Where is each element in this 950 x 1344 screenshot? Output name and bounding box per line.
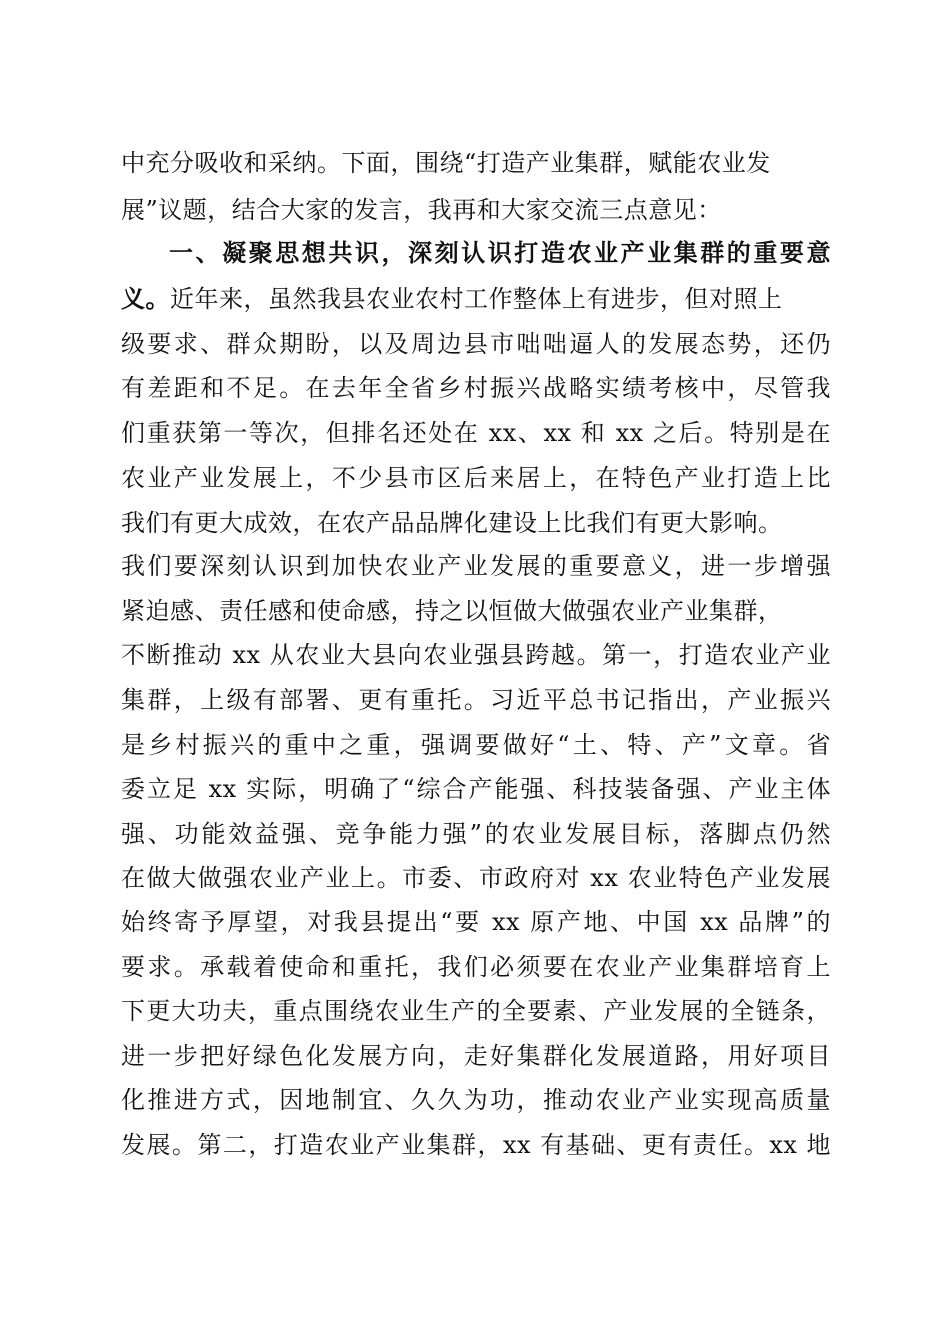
body-text-segment: 近年来，虽然我县农业农村工作整体上有进步，但对照上 — [170, 285, 783, 313]
body-text-line: 下更大功夫，重点围绕农业生产的全要素、产业发展的全链条， — [121, 997, 831, 1025]
body-text-line: 始终寄予厚望，对我县提出“要 xx 原产地、中国 xx 品牌”的 — [121, 908, 831, 936]
body-text-line: 展”议题，结合大家的发言，我再和大家交流三点意见： — [121, 196, 722, 224]
body-text-line: 要求。承载着使命和重托，我们必须要在农业产业集群培育上 — [121, 953, 831, 981]
body-text-line: 化推进方式，因地制宜、久久为功，推动农业产业实现高质量 — [121, 1086, 831, 1114]
body-text-line: 级要求、群众期盼，以及周边县市咄咄逼人的发展态势，还仍 — [121, 330, 831, 358]
body-text-line: 在做大做强农业产业上。市委、市政府对 xx 农业特色产业发展 — [121, 864, 831, 892]
section-heading-end: 义。 — [121, 284, 170, 313]
body-text-line: 强、功能效益强、竞争能力强”的农业发展目标，落脚点仍然 — [121, 820, 831, 848]
body-text-line: 是乡村振兴的重中之重，强调要做好“土、特、产”文章。省 — [121, 731, 831, 759]
body-text-line: 中充分吸收和采纳。下面，围绕“打造产业集群，赋能农业发 — [121, 149, 771, 177]
body-text-line: 们重获第一等次，但排名还处在 xx、xx 和 xx 之后。特别是在 — [121, 419, 831, 447]
body-text-line: 我们要深刻认识到加快农业产业发展的重要意义，进一步增强 — [121, 552, 831, 580]
body-text-line: 进一步把好绿色化发展方向，走好集群化发展道路，用好项目 — [121, 1042, 831, 1070]
body-text-line: 有差距和不足。在去年全省乡村振兴战略实绩考核中，尽管我 — [121, 374, 831, 402]
body-text-line: 不断推动 xx 从农业大县向农业强县跨越。第一，打造农业产业 — [121, 641, 831, 669]
body-text-line: 紧迫感、责任感和使命感，持之以恒做大做强农业产业集群， — [121, 597, 783, 625]
section-heading-continuation — [121, 282, 831, 316]
body-text-line: 发展。第二，打造农业产业集群，xx 有基础、更有责任。xx 地 — [121, 1131, 831, 1159]
section-heading-line: 一、凝聚思想共识，深刻认识打造农业产业集群的重要意 — [169, 238, 831, 267]
body-text-line: 委立足 xx 实际，明确了“综合产能强、科技装备强、产业主体 — [121, 775, 831, 803]
body-text-line: 我们有更大成效，在农产品品牌化建设上比我们有更大影响。 — [121, 509, 783, 537]
body-text-line: 集群，上级有部署、更有重托。习近平总书记指出，产业振兴 — [121, 686, 831, 714]
body-text-line: 农业产业发展上，不少县市区后来居上，在特色产业打造上比 — [121, 464, 831, 492]
